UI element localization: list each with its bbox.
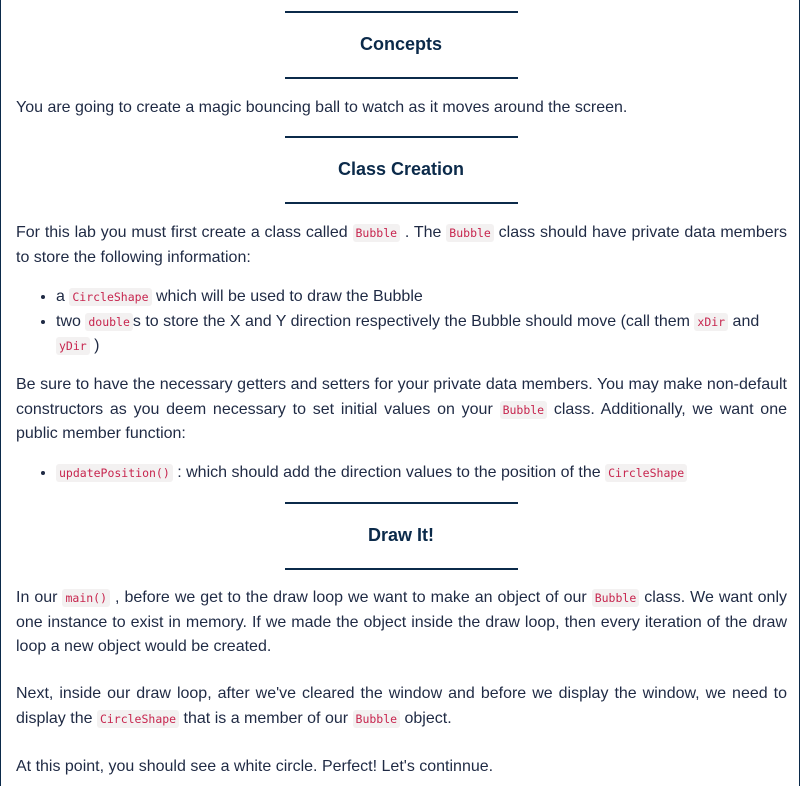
text: ): [89, 337, 100, 354]
code-bubble: Bubble: [446, 224, 494, 242]
header-divider: [285, 502, 518, 504]
member-list: [16, 285, 787, 359]
draw-paragraph-1: [16, 586, 787, 660]
class-paragraph: [16, 221, 787, 270]
header-divider: [285, 11, 518, 13]
text: which will be used to draw the Bubble: [151, 288, 423, 305]
text: , before we get to the draw loop we want to make an object of our: [110, 589, 592, 606]
code-ydir: yDir: [56, 337, 90, 355]
class-creation-section-header: [1, 136, 801, 204]
text: object.: [400, 709, 452, 727]
code-circleshape: CircleShape: [69, 288, 151, 306]
text: class. We want only one instance to exist in memory. If we made the object inside the draw loop, then every iteration of the draw loop a new object would be created.: [16, 589, 788, 655]
header-divider: [285, 136, 518, 138]
text: : which should add the direction values to the position of the: [172, 464, 606, 481]
header-divider: [285, 77, 518, 79]
draw-paragraph-3: At this point, you should see a white circle. Perfect! Let's continnue.: [16, 758, 494, 775]
function-list: [16, 461, 787, 486]
code-main: main(): [62, 589, 110, 607]
draw-paragraph-2: [16, 682, 787, 731]
text: class. Additionally, we want one public member function:: [16, 400, 787, 442]
text: two: [56, 312, 86, 330]
text: . The: [400, 224, 447, 241]
text: and: [728, 312, 760, 330]
draw-it-section-header: [1, 502, 801, 570]
code-bubble: Bubble: [500, 401, 548, 419]
text: that is a member of our: [179, 709, 353, 727]
code-xdir: xDir: [694, 313, 728, 331]
code-double: double: [85, 313, 133, 331]
text: Be sure to have the necessary getters and setters for your private data members. You may make non-default constructors as you deem necessary to set initial values on your: [16, 376, 787, 418]
header-divider: [285, 202, 518, 204]
list-item: [56, 285, 787, 310]
text: s to store the X and Y direction respectively the Bubble should move (call them: [132, 312, 695, 330]
text: For this lab you must first create a class called: [16, 224, 353, 241]
text: In our: [16, 589, 63, 606]
concepts-heading: Concepts: [359, 34, 442, 54]
list-item: [56, 461, 787, 486]
concepts-section-header: [1, 11, 801, 79]
header-divider: [285, 568, 518, 570]
draw-it-heading: Draw It!: [367, 525, 434, 545]
code-circleshape: CircleShape: [97, 710, 179, 728]
getters-paragraph: [16, 373, 787, 447]
concepts-paragraph: You are going to create a magic bouncing ball to watch as it moves around the screen.: [16, 99, 628, 116]
code-update-position: updatePosition(): [56, 464, 173, 482]
code-bubble: Bubble: [353, 710, 401, 728]
code-bubble: Bubble: [353, 224, 401, 242]
class-creation-heading: Class Creation: [337, 159, 465, 179]
text: Next, inside our draw loop, after we've cleared the window and before we display the window, we need to display the: [16, 685, 787, 727]
text: class should have private data members to store the following information:: [16, 224, 788, 266]
text: a: [56, 288, 70, 305]
list-item: [56, 310, 787, 359]
code-bubble: Bubble: [592, 589, 640, 607]
code-circleshape: CircleShape: [605, 464, 687, 482]
